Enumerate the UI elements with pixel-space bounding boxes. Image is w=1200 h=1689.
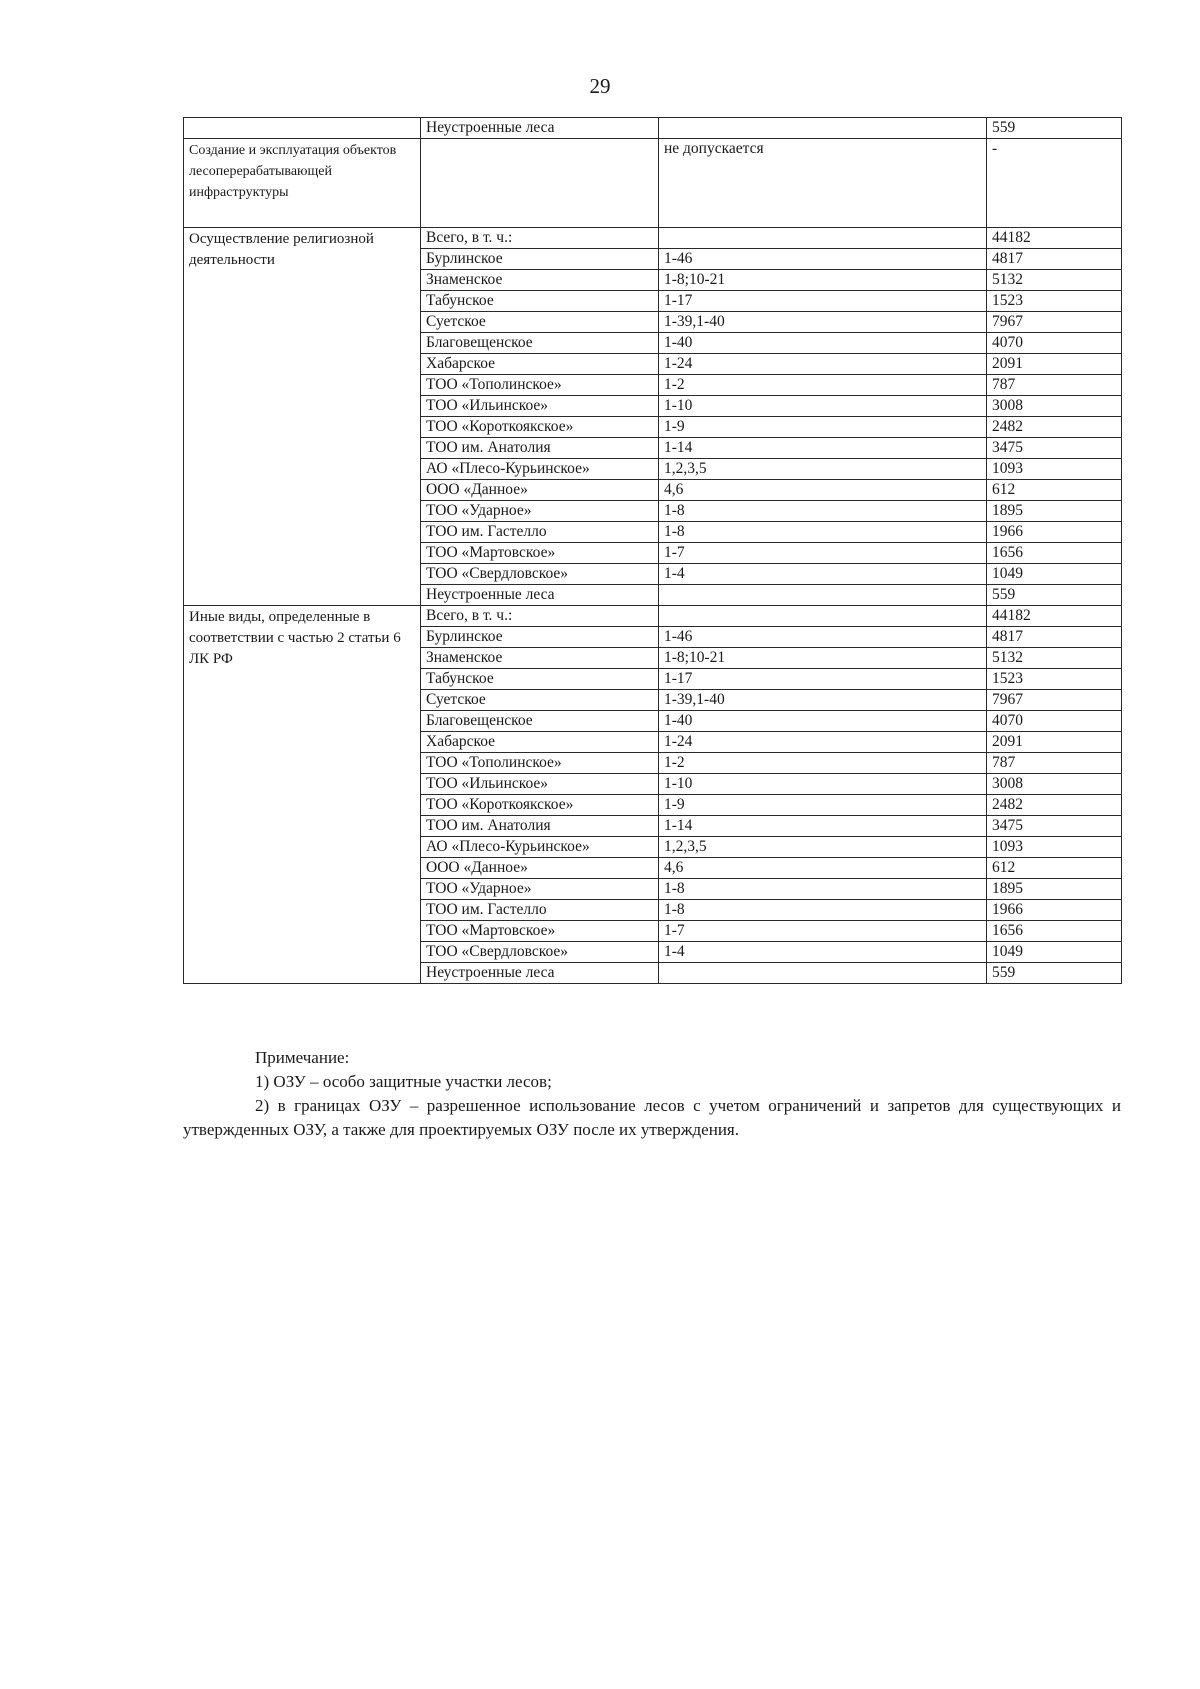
stand-cell: Хабарское (421, 354, 659, 375)
quarters-cell: 1,2,3,5 (659, 459, 987, 480)
quarters-cell (659, 585, 987, 606)
area-cell: 3475 (987, 816, 1122, 837)
quarters-cell: 1-10 (659, 396, 987, 417)
area-cell: 3008 (987, 396, 1122, 417)
quarters-cell: 1-40 (659, 333, 987, 354)
stand-cell: ТОО «Ударное» (421, 879, 659, 900)
quarters-cell: 1-7 (659, 921, 987, 942)
stand-cell: ТОО им. Гастелло (421, 900, 659, 921)
area-cell: 7967 (987, 690, 1122, 711)
quarters-cell: 1,2,3,5 (659, 837, 987, 858)
area-cell: 787 (987, 375, 1122, 396)
area-cell: 44182 (987, 606, 1122, 627)
stand-cell: ТОО «Тополинское» (421, 753, 659, 774)
stand-cell: ТОО им. Гастелло (421, 522, 659, 543)
quarters-cell: 1-4 (659, 942, 987, 963)
quarters-cell: 1-8;10-21 (659, 648, 987, 669)
stand-cell: Неустроенные леса (421, 963, 659, 984)
area-cell: 1895 (987, 501, 1122, 522)
note-heading: Примечание: (255, 1048, 350, 1067)
stand-cell: ТОО «Тополинское» (421, 375, 659, 396)
category-cell: Создание и эксплуатация объектов лесоперерабатывающей инфраструктуры (184, 139, 421, 228)
stand-cell: Благовещенское (421, 711, 659, 732)
stand-cell: ООО «Данное» (421, 858, 659, 879)
quarters-cell: 1-8 (659, 522, 987, 543)
area-cell: 2482 (987, 795, 1122, 816)
stand-cell: Знаменское (421, 648, 659, 669)
quarters-cell (659, 606, 987, 627)
quarters-cell: 1-4 (659, 564, 987, 585)
stand-cell: ТОО им. Анатолия (421, 438, 659, 459)
area-cell: 5132 (987, 648, 1122, 669)
stand-cell: Благовещенское (421, 333, 659, 354)
quarters-cell (659, 118, 987, 139)
table-row (184, 228, 1122, 249)
area-cell: 612 (987, 858, 1122, 879)
area-cell: 44182 (987, 228, 1122, 249)
area-cell: 1966 (987, 900, 1122, 921)
stand-cell: АО «Плесо-Курьинское» (421, 459, 659, 480)
quarters-cell: 1-9 (659, 795, 987, 816)
stand-cell: Табунское (421, 291, 659, 312)
area-cell: 612 (987, 480, 1122, 501)
quarters-cell: 1-39,1-40 (659, 690, 987, 711)
note-item-2: 2) в границах ОЗУ – разрешенное использование лесов с учетом ограничений и запретов для существующих и утвержденных ОЗУ, а также для проектируемых ОЗУ после их утверждения. (183, 1096, 1121, 1139)
stand-cell: Неустроенные леса (421, 118, 659, 139)
area-cell: 559 (987, 585, 1122, 606)
quarters-cell: 1-7 (659, 543, 987, 564)
quarters-cell: 1-24 (659, 354, 987, 375)
quarters-cell: 1-24 (659, 732, 987, 753)
note-block (183, 1046, 1121, 1142)
area-cell: 7967 (987, 312, 1122, 333)
stand-cell: Табунское (421, 669, 659, 690)
area-cell: 3008 (987, 774, 1122, 795)
stand-cell: Суетское (421, 690, 659, 711)
stand-cell: Суетское (421, 312, 659, 333)
stand-cell: ТОО им. Анатолия (421, 816, 659, 837)
quarters-cell: 1-46 (659, 627, 987, 648)
stand-cell: Хабарское (421, 732, 659, 753)
area-cell: 3475 (987, 438, 1122, 459)
area-cell: 5132 (987, 270, 1122, 291)
other-section (184, 606, 1122, 984)
religious-section (184, 228, 1122, 606)
quarters-cell: 1-8;10-21 (659, 270, 987, 291)
stand-cell: ТОО «Ильинское» (421, 774, 659, 795)
category-cell: Иные виды, определенные в соответствии с частью 2 статьи 6 ЛК РФ (184, 606, 421, 984)
stand-cell: Всего, в т. ч.: (421, 606, 659, 627)
stand-cell: ТОО «Свердловское» (421, 942, 659, 963)
area-cell: 1093 (987, 837, 1122, 858)
quarters-cell: 1-14 (659, 816, 987, 837)
stand-cell: Неустроенные леса (421, 585, 659, 606)
stand-cell: ТОО «Свердловское» (421, 564, 659, 585)
quarters-cell: 1-8 (659, 879, 987, 900)
stand-cell: ТОО «Короткоякское» (421, 795, 659, 816)
page-number: 29 (589, 74, 611, 98)
area-cell: 2091 (987, 732, 1122, 753)
stand-cell: ООО «Данное» (421, 480, 659, 501)
stand-cell: АО «Плесо-Курьинское» (421, 837, 659, 858)
area-cell: 1049 (987, 564, 1122, 585)
stand-cell: ТОО «Мартовское» (421, 543, 659, 564)
quarters-cell: 1-40 (659, 711, 987, 732)
quarters-cell (659, 963, 987, 984)
stand-cell: ТОО «Мартовское» (421, 921, 659, 942)
quarters-cell: 4,6 (659, 858, 987, 879)
stand-cell: Знаменское (421, 270, 659, 291)
quarters-cell: 1-14 (659, 438, 987, 459)
table-row (184, 139, 1122, 228)
quarters-cell: 1-46 (659, 249, 987, 270)
quarters-cell: 1-39,1-40 (659, 312, 987, 333)
stand-cell: ТОО «Ударное» (421, 501, 659, 522)
quarters-cell (659, 228, 987, 249)
area-cell: 559 (987, 963, 1122, 984)
quarters-cell: 1-9 (659, 417, 987, 438)
area-cell: 4070 (987, 711, 1122, 732)
area-cell: 1049 (987, 942, 1122, 963)
area-cell: 2482 (987, 417, 1122, 438)
area-cell: 1895 (987, 879, 1122, 900)
stand-cell: Бурлинское (421, 249, 659, 270)
area-cell: 1523 (987, 669, 1122, 690)
table-row (184, 118, 1122, 139)
area-cell: 4817 (987, 249, 1122, 270)
area-cell: - (987, 139, 1122, 228)
area-cell: 4070 (987, 333, 1122, 354)
quarters-cell: 1-17 (659, 669, 987, 690)
area-cell: 787 (987, 753, 1122, 774)
stand-cell (421, 139, 659, 228)
stand-cell: ТОО «Ильинское» (421, 396, 659, 417)
quarters-cell: 1-8 (659, 501, 987, 522)
area-cell: 1523 (987, 291, 1122, 312)
quarters-cell: 4,6 (659, 480, 987, 501)
area-cell: 559 (987, 118, 1122, 139)
area-cell: 1656 (987, 921, 1122, 942)
stand-cell: ТОО «Короткоякское» (421, 417, 659, 438)
quarters-cell: не допускается (659, 139, 987, 228)
quarters-cell: 1-17 (659, 291, 987, 312)
stand-cell: Всего, в т. ч.: (421, 228, 659, 249)
quarters-cell: 1-2 (659, 753, 987, 774)
area-cell: 4817 (987, 627, 1122, 648)
category-cell (184, 118, 421, 139)
table-row (184, 606, 1122, 627)
area-cell: 2091 (987, 354, 1122, 375)
quarters-cell: 1-10 (659, 774, 987, 795)
area-cell: 1966 (987, 522, 1122, 543)
quarters-cell: 1-2 (659, 375, 987, 396)
stand-cell: Бурлинское (421, 627, 659, 648)
area-cell: 1093 (987, 459, 1122, 480)
note-item-1: 1) ОЗУ – особо защитные участки лесов; (255, 1072, 552, 1091)
area-cell: 1656 (987, 543, 1122, 564)
quarters-cell: 1-8 (659, 900, 987, 921)
forest-use-table (183, 117, 1122, 984)
category-cell: Осуществление религиозной деятельности (184, 228, 421, 606)
